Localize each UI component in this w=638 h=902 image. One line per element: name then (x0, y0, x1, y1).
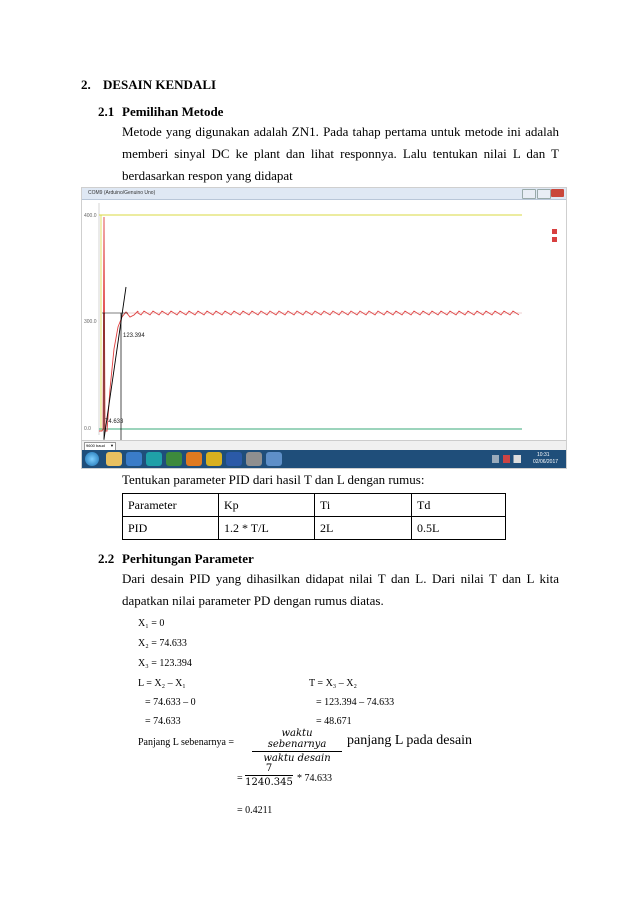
calc-result: = 0.4211 (237, 805, 273, 816)
panjang-suffix: panjang L pada desain (347, 733, 473, 748)
table-header-cell: Td (412, 494, 506, 517)
window-title: COM9 (Arduino/Genuino Uno) (88, 190, 156, 196)
table-cell: 1.2 * T/L (219, 517, 315, 540)
calc-l-step1: = 74.633 – 0 (145, 697, 196, 708)
y-tick-label: 0.0 (84, 426, 91, 432)
paragraph-line: berdasarkan respon yang didapat (122, 168, 293, 183)
clock-date: 02/06/2017 (533, 459, 559, 465)
legend-swatch (552, 237, 557, 242)
calc-x3: X₃ = 123.394 (138, 658, 192, 669)
paragraph-line: dapatkan nilai parameter PD dengan rumus diatas. (122, 593, 384, 608)
arduino-icon[interactable] (146, 452, 162, 466)
legend-swatch (552, 229, 557, 234)
calc-t-step2: = 48.671 (316, 716, 352, 727)
panjang-label: Panjang L sebenarnya = (138, 737, 235, 748)
paragraph-line: Dari desain PID yang dihasilkan didapat nilai T dan L. Dari nilai T dan L kita (122, 571, 559, 586)
firefox-icon[interactable] (186, 452, 202, 466)
taskbar-app-icon[interactable] (166, 452, 182, 466)
windows-taskbar (82, 450, 566, 468)
t-annotation: 123.394 (123, 333, 145, 339)
paragraph-metode (122, 121, 559, 187)
eq2-prefix: = (237, 773, 243, 784)
subsection-title: Pemilihan Metode (122, 104, 224, 119)
close-icon (551, 189, 564, 197)
y-tick-label: 300.0 (84, 319, 97, 325)
plot-area (82, 199, 566, 440)
table-intro: Tentukan parameter PID dari hasil T dan L dengan rumus: (122, 472, 425, 487)
subsection-title: Perhitungan Parameter (122, 551, 254, 566)
calc-t-def: T = X₃ – X₂ (309, 678, 357, 689)
clock-time: 10:31 (537, 452, 550, 458)
explorer-icon[interactable] (106, 452, 122, 466)
table-cell: 0.5L (412, 517, 506, 540)
chevron-down-icon: ▼ (110, 443, 114, 448)
fraction-denominator: 1240.345 (245, 777, 293, 788)
minimize-icon (522, 189, 536, 199)
table-row (123, 517, 506, 540)
paragraph-line: Metode yang digunakan adalah ZN1. Pada tahap pertama untuk metode ini adalah (122, 124, 559, 139)
calc-t-step1: = 123.394 – 74.633 (316, 697, 395, 708)
section-title: DESAIN KENDALI (103, 77, 217, 92)
calc-l-step2: = 74.633 (145, 716, 181, 727)
app-icon[interactable] (266, 452, 282, 466)
subsection-number: 2.2 (98, 551, 115, 566)
eq2-suffix: * 74.633 (297, 773, 332, 784)
pid-parameter-table (122, 493, 506, 540)
l-annotation: 74.633 (105, 419, 124, 425)
y-tick-label: 400.0 (84, 213, 97, 219)
subsection-number: 2.1 (98, 104, 115, 119)
fraction-denominator: waktu desain (263, 753, 331, 764)
response-curve (99, 217, 138, 431)
tray-icons (492, 455, 528, 463)
fraction-numerator: 7 (245, 763, 293, 776)
maximize-icon (537, 189, 551, 199)
table-header-row (123, 494, 506, 517)
chrome-icon[interactable] (206, 452, 222, 466)
fraction-numerator: waktu sebenarnya (252, 728, 342, 752)
baud-value: 9600 baud (86, 443, 105, 448)
table-cell: 2L (315, 517, 412, 540)
table-header-cell: Kp (219, 494, 315, 517)
calc-x1: X₁ = 0 (138, 618, 165, 629)
serial-plotter-screenshot (81, 187, 567, 469)
media-icon[interactable] (126, 452, 142, 466)
word-icon[interactable] (226, 452, 242, 466)
app-icon[interactable] (246, 452, 262, 466)
start-button-icon[interactable] (85, 452, 99, 466)
paragraph-line: memberi sinyal DC ke plant dan lihat responnya. Lalu tentukan nilai L dan T (122, 146, 559, 161)
calc-l-def: L = X₂ – X₁ (138, 678, 186, 689)
calc-x2: X₂ = 74.633 (138, 638, 187, 649)
table-cell: PID (123, 517, 219, 540)
tangent-line (104, 287, 126, 439)
fraction-seven (245, 763, 293, 788)
fraction-waktu (252, 728, 342, 764)
section-number: 2. (81, 77, 91, 92)
table-header-cell: Ti (315, 494, 412, 517)
paragraph-perhitungan (122, 568, 559, 612)
table-header-cell: Parameter (123, 494, 219, 517)
